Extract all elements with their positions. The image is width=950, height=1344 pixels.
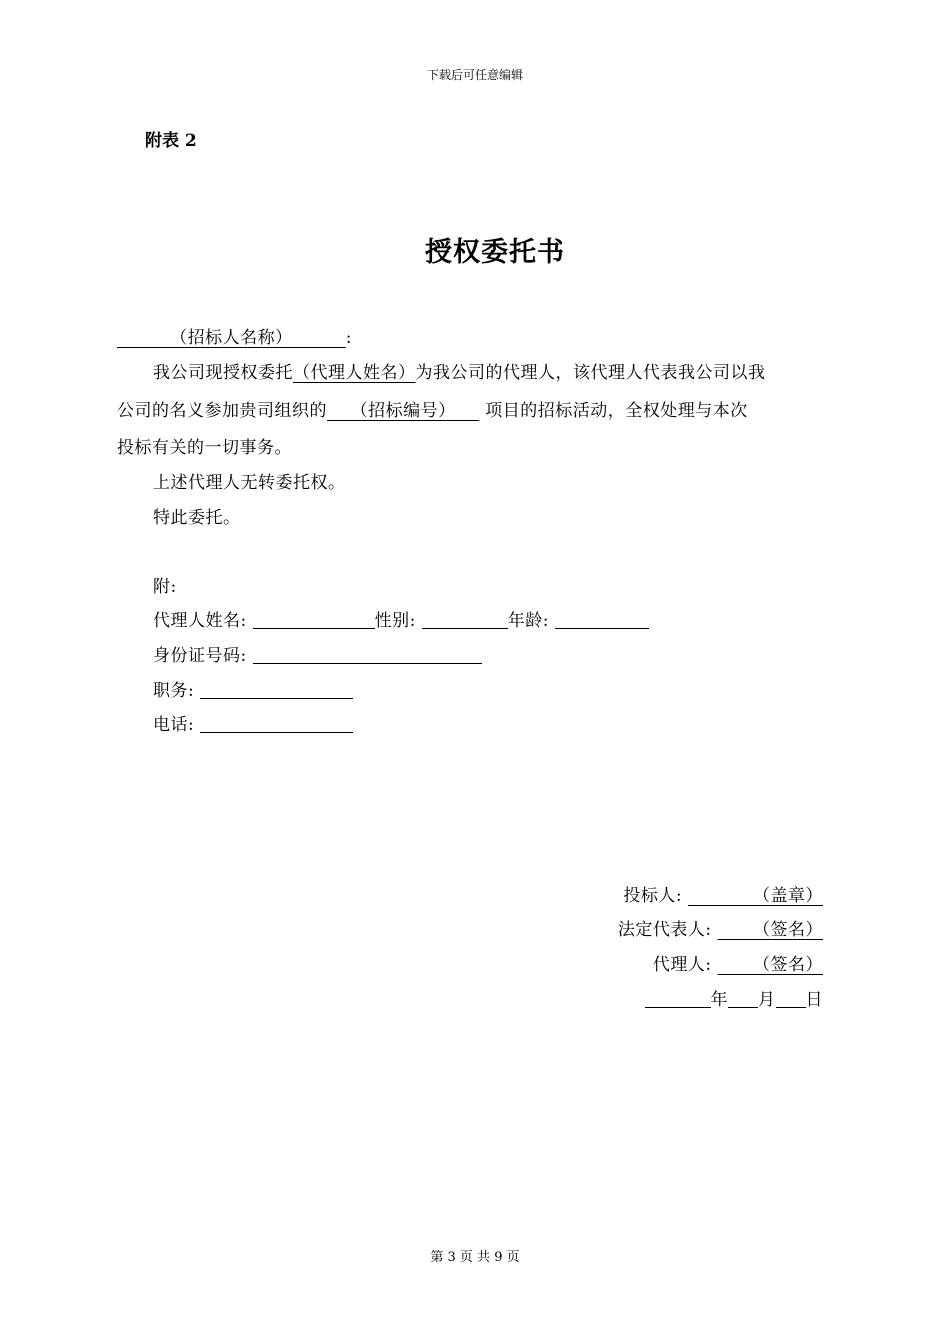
agent-name-label: 代理人姓名:	[153, 611, 247, 631]
position-label: 职务:	[153, 681, 195, 701]
gender-label: 性别:	[374, 611, 416, 631]
hereby-text: 特此委托。	[153, 508, 241, 528]
paragraph-1-line-1	[153, 358, 766, 383]
day-label: 日	[805, 990, 823, 1010]
addressee-line	[117, 323, 352, 348]
phone-field[interactable]	[200, 714, 353, 733]
age-label: 年龄:	[507, 611, 550, 631]
no-sub-delegation-text: 上述代理人无转委托权。	[153, 473, 346, 493]
position-field[interactable]	[200, 680, 353, 699]
id-number-field[interactable]	[253, 645, 482, 664]
agent-label: 代理人:	[652, 955, 712, 975]
agent-sign-field[interactable]: （签名）	[753, 955, 823, 975]
page-footer: 第 3 页 共 9 页	[430, 1250, 520, 1265]
paragraph-1-line-2	[117, 396, 748, 421]
paragraph-1-line-3: 投标有关的一切事务。	[117, 438, 292, 458]
year-field[interactable]	[645, 989, 711, 1008]
bid-number-placeholder: （招标编号）	[350, 401, 456, 421]
agent-name-field[interactable]	[253, 610, 375, 629]
legal-rep-label: 法定代表人:	[617, 920, 712, 940]
day-field[interactable]	[776, 989, 806, 1008]
paragraph-1-text: 我公司现授权委托	[153, 363, 293, 383]
id-number-row	[153, 641, 482, 666]
year-label: 年	[710, 990, 728, 1010]
paragraph-1-text-3: 公司的名义参加贵司组织的	[117, 401, 327, 421]
page-header: 下载后可任意编辑	[426, 68, 523, 82]
gender-field[interactable]	[422, 610, 508, 629]
bidder-seal-field[interactable]: （盖章）	[753, 886, 823, 906]
attachment-label: 附:	[153, 577, 177, 597]
month-field[interactable]	[728, 989, 758, 1008]
legal-rep-signature-row	[618, 915, 823, 940]
date-row	[645, 985, 824, 1010]
agent-details-row	[153, 606, 649, 631]
age-field[interactable]	[555, 610, 649, 629]
phone-label: 电话:	[153, 715, 195, 735]
document-title: 授权委托书	[425, 237, 565, 268]
paragraph-1-text-4: 项目的招标活动，全权处理与本次	[485, 401, 748, 421]
agent-name-placeholder: （代理人姓名）	[293, 363, 416, 383]
bidder-label: 投标人:	[623, 886, 683, 906]
phone-row	[153, 710, 353, 735]
month-label: 月	[758, 990, 776, 1010]
position-row	[153, 676, 353, 701]
paragraph-1-text-2: 为我公司的代理人，该代理人代表我公司以我	[415, 363, 766, 383]
addressee-placeholder: （招标人名称）	[170, 328, 293, 348]
appendix-label: 附表 2	[145, 131, 197, 151]
id-number-label: 身份证号码:	[153, 646, 247, 666]
agent-signature-row	[653, 950, 823, 975]
legal-rep-sign-field[interactable]: （签名）	[753, 920, 823, 940]
bidder-signature-row	[623, 881, 823, 906]
addressee-colon: :	[345, 328, 353, 348]
